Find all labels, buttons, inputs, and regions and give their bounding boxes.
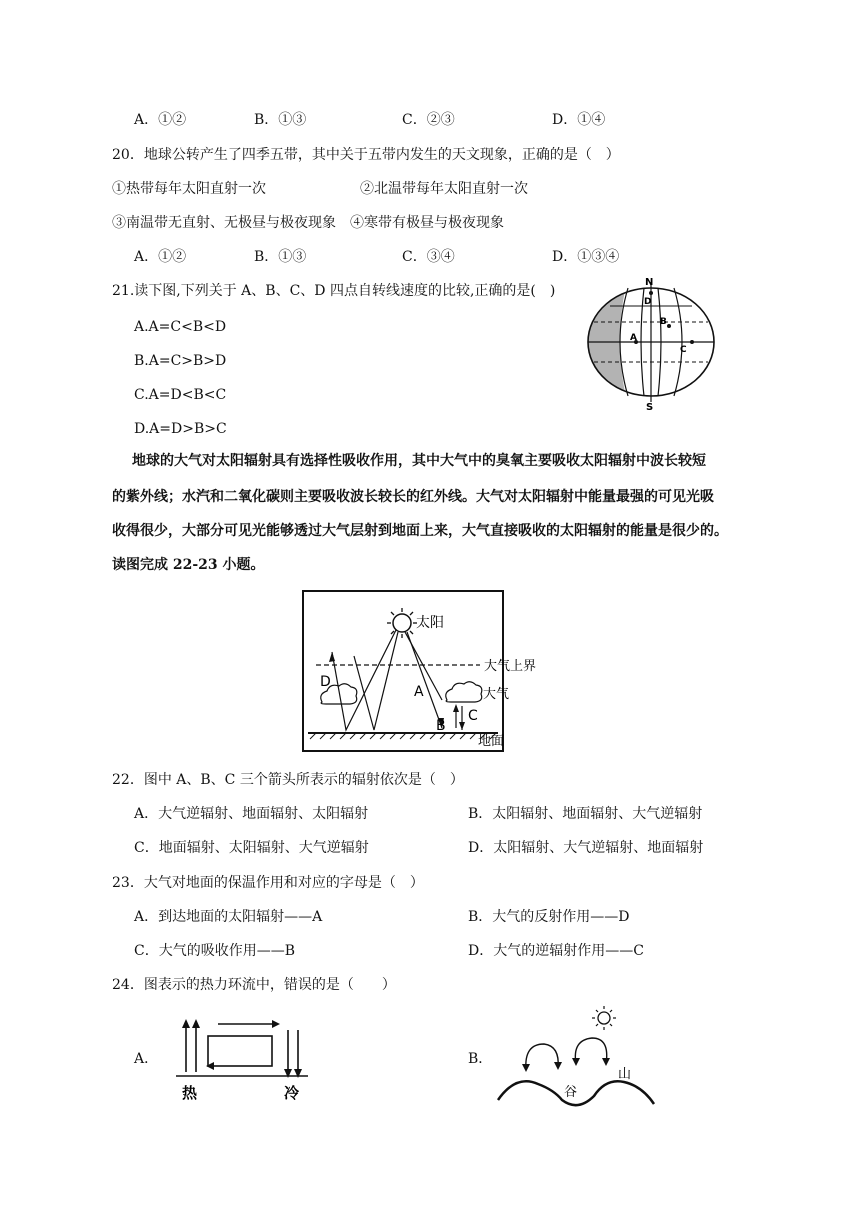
label-hot: 热 [182, 1084, 198, 1102]
q22-option-d: D．太阳辐射、大气逆辐射、地面辐射 [468, 840, 704, 856]
q22-option-b: B．太阳辐射、地面辐射、大气逆辐射 [468, 806, 703, 822]
q24-figure-b [494, 1000, 664, 1110]
sun-icon [592, 1006, 616, 1030]
q23-option-a: A．到达地面的太阳辐射——A [134, 909, 323, 925]
label-atmosphere: 大气 [483, 687, 510, 702]
passage-line-1: 地球的大气对太阳辐射具有选择性吸收作用，其中大气中的臭氧主要吸收太阳辐射中波长较短 [132, 453, 706, 469]
passage-line-3: 收得很少，大部分可见光能够透过大气层射到地面上来，大气直接吸收的太阳辐射的能量是很少的。 [112, 523, 728, 539]
q23-stem: 23．大气对地面的保温作用和对应的字母是（ ） [112, 875, 424, 891]
label-c: C [468, 708, 478, 724]
q23-option-d: D．大气的逆辐射作用——C [468, 943, 644, 959]
radiation-diagram [302, 590, 537, 752]
passage-line-2: 的紫外线；水汽和二氧化碳则主要吸收波长较长的红外线。大气对太阳辐射中能量最强的可见光吸 [112, 489, 714, 505]
globe-figure [586, 276, 721, 413]
label-mountain: 山 [618, 1067, 632, 1082]
q21-option-a: A.A=C<B<D [134, 319, 227, 335]
globe-label-n: N [645, 277, 654, 288]
globe-label-a: A [630, 333, 637, 343]
q22-stem: 22．图中 A、B、C 三个箭头所表示的辐射依次是（ ） [112, 772, 464, 788]
q21-option-b: B.A=C>B>D [134, 353, 227, 369]
q24-option-b: B． [468, 1051, 493, 1067]
globe-label-c: C [680, 345, 687, 355]
q20-statement-3: ③南温带无直射、无极昼与极夜现象 [112, 215, 336, 231]
label-sun: 太阳 [416, 615, 444, 631]
q19-option-d: D．①④ [552, 112, 606, 128]
q22-option-a: A．大气逆辐射、地面辐射、太阳辐射 [134, 806, 369, 822]
q20-stem: 20．地球公转产生了四季五带，其中关于五带内发生的天文现象，正确的是（ ） [112, 147, 620, 163]
passage-line-4: 读图完成 22-23 小题。 [112, 557, 265, 573]
q24-option-a: A． [134, 1051, 159, 1067]
label-valley: 谷 [564, 1085, 578, 1100]
q24-figure-a [172, 1016, 322, 1108]
globe-label-s: S [646, 402, 654, 413]
label-b: B [436, 718, 446, 734]
globe-label-b: B [660, 317, 667, 327]
globe-label-d: D [644, 297, 652, 307]
q20-statement-1: ①热带每年太阳直射一次 [112, 181, 266, 197]
q20-option-a: A．①② [134, 249, 187, 265]
q21-option-c: C.A=D<B<C [134, 387, 227, 403]
q24-stem: 24．图表示的热力环流中，错误的是（ ） [112, 977, 396, 993]
q20-statement-2: ②北温带每年太阳直射一次 [360, 181, 528, 197]
q23-option-b: B．大气的反射作用——D [468, 909, 630, 925]
q19-option-b: B．①③ [254, 112, 307, 128]
q20-option-c: C．③④ [402, 249, 455, 265]
q20-option-b: B．①③ [254, 249, 307, 265]
q20-statement-4: ④寒带有极昼与极夜现象 [350, 215, 504, 231]
label-cold: 冷 [284, 1084, 300, 1102]
q21-option-d: D.A=D>B>C [134, 421, 227, 437]
label-d: D [320, 674, 331, 690]
label-a: A [414, 684, 424, 700]
q21-stem: 21.读下图,下列关于 A、B、C、D 四点自转线速度的比较,正确的是( ) [112, 283, 556, 299]
q23-option-c: C．大气的吸收作用——B [134, 943, 295, 959]
q19-option-a: A．①② [134, 112, 187, 128]
q22-option-c: C．地面辐射、太阳辐射、大气逆辐射 [134, 840, 369, 856]
q20-option-d: D．①③④ [552, 249, 620, 265]
label-ground: 地面 [478, 734, 505, 749]
q19-option-c: C．②③ [402, 112, 455, 128]
label-atmosphere-top: 大气上界 [484, 659, 537, 674]
